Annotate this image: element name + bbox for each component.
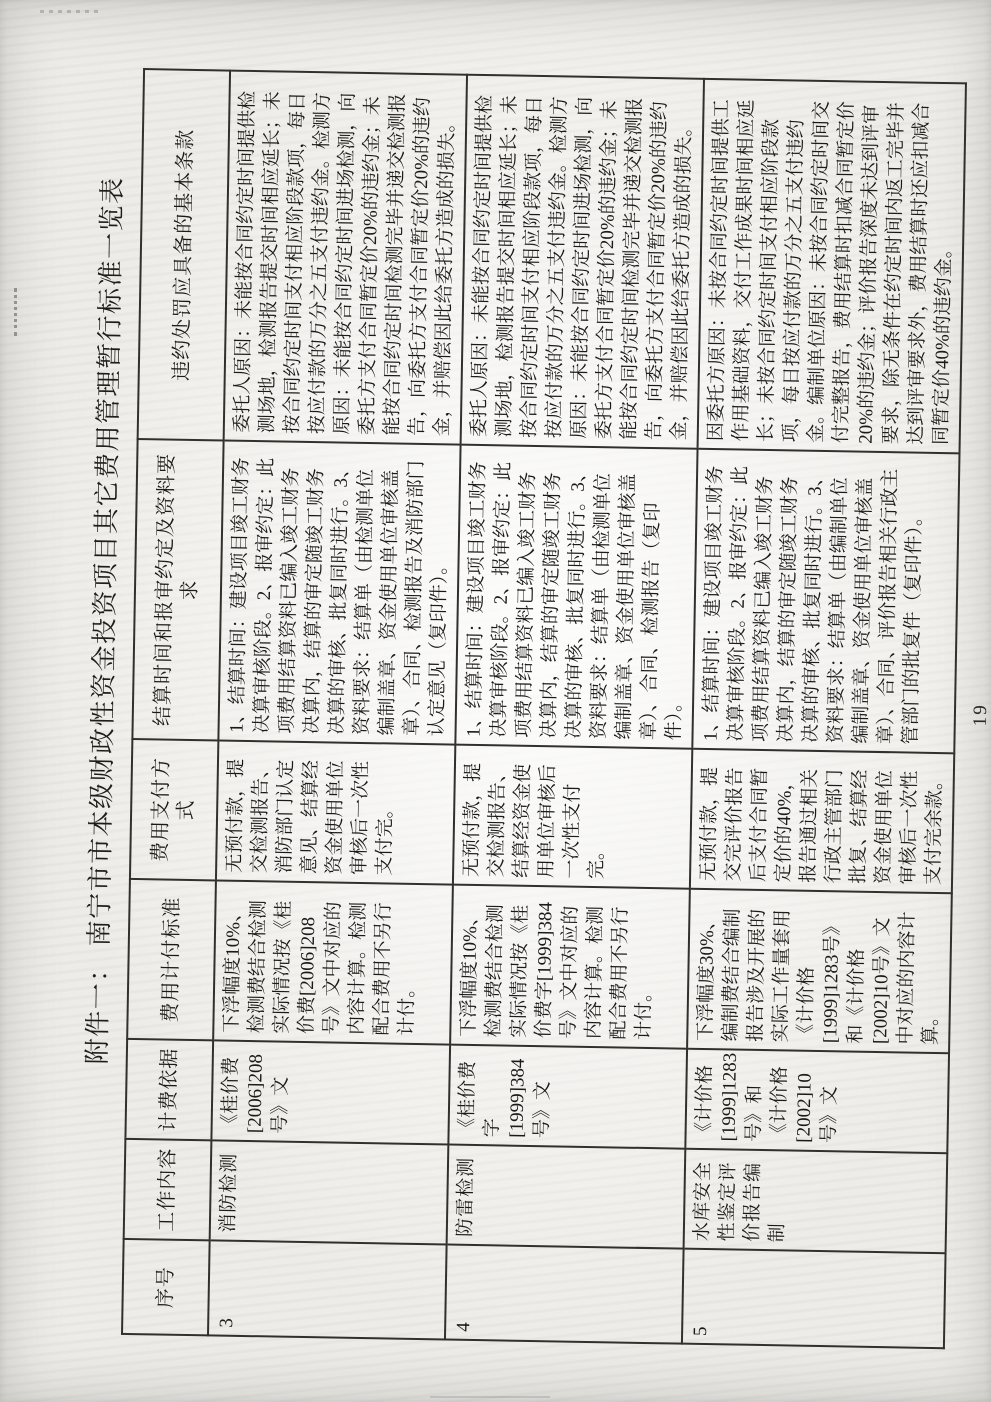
header-payment-method: 费用支付方式 [130, 739, 218, 880]
header-seq: 序号 [122, 1239, 210, 1335]
cell-seq: 5 [682, 1249, 946, 1349]
cell-settlement: 1、结算时间：建设项目竣工财务决算审核阶段。2、报审约定：此项费用结算资料已编入竣工财务决算内，结算的审定随竣工财务决算的审核、批复同时进行。3、资料要求：结算单（由检测单位编制盖章、资金使用单位审核盖章）、合同、检测报告及消防部门认定意见（复印件）。 [218, 441, 460, 745]
scan-noise-bottom [430, 1396, 550, 1398]
cell-penalty: 委托人原因：未能按合同约定时间提供检测场地，检测报告提交时间相应延长；未按合同约定时间支付相应阶段款项，每日按应付款的万分之五支付违约金。检测方原因：未能按合同约定时间进场检测，向委托方支付合同暂定价20%的违约金；未能按合同约定时间检测完毕并递交检测报告，向委托方支付合同暂定价20%的违约金，并赔偿因此给委托方造成的损失。 [461, 75, 704, 449]
cell-settlement: 1、结算时间：建设项目竣工财务决算审核阶段。2、报审约定：此项费用结算资料已编入竣工财务决算内，结算的审定随竣工财务决算的审核、批复同时进行。3、资料要求：结算单（由编制单位编制盖章、资金使用单位审核盖章）、合同、评价报告相关行政主管部门的批复件（复印件）。 [692, 449, 959, 754]
cell-work-content: 水库安全性鉴定评价报告编制 [684, 1149, 948, 1254]
cell-penalty: 因委托方原因：未按合同约定时间提供工作用基础资料，交付工作成果时间相应延长；未按合同约定时间支付相应阶段款项，每日按应付款的万分之五支付违约金。编制单位原因：未按合同约定时间交付完整报告，费用结算时扣减合同暂定价20%的违约金；评价报告深度未达到评审要求，除无条件在约定时间内返工完毕并达到评审要求外，费用结算时还应扣减合同暂定价40%的违约金。 [698, 79, 966, 454]
header-work-content: 工作内容 [124, 1139, 212, 1240]
cell-billing-basis: 《计价格[1999]1283号》和《计价格[2002]10号》文 [685, 1049, 949, 1154]
cell-billing-basis: 《桂价费[2006]208号》文 [211, 1040, 450, 1144]
header-billing-basis: 计费依据 [125, 1039, 213, 1140]
table-row-fire-inspection [208, 71, 467, 1340]
cell-seq: 4 [445, 1245, 684, 1344]
cell-fee-standard: 下浮幅度30%、编制费结合编制报告涉及开展的实际工作量套用《计价格[1999]1283号》和《计价格[2002]10号》文中对应的内容计算。 [687, 889, 952, 1054]
header-fee-standard: 费用计付标准 [127, 879, 216, 1040]
cell-payment-method: 无预付款，提交完评价报告后支付合同暂定价的40%，报告通过相关行政主管部门批复、结算经资金使用单位审核后一次性支付完余款。 [690, 749, 954, 894]
cell-penalty: 委托人原因：未能按合同约定时间提供检测场地，检测报告提交时间相应延长；未按合同约定时间支付相应阶段款项，每日按应付款的万分之五支付违约金。检测方原因：未能按合同约定时间进场检测，向委托方支付合同暂定价20%的违约金；未能按合同约定时间检测完毕并递交检测报告，向委托方支付合同暂定价20%的违约金，并赔偿因此给委托方造成的损失。 [224, 71, 467, 445]
scan-noise-dots [14, 288, 23, 336]
scan-noise-top [40, 10, 100, 13]
header-settlement: 结算时间和报审约定及资料要求 [132, 439, 223, 740]
cell-payment-method: 无预付款，提交检测报告、消防部门认定意见、结算经资金使用单位审核后一次性支付完。 [216, 740, 455, 884]
cell-seq: 3 [208, 1240, 447, 1339]
document-title: 附件一： 南宁市市本级财政性资金投资项目其它费用管理暂行标准一览表 [82, 176, 128, 1065]
cell-fee-standard: 下浮幅度10%、检测费结合检测实际情况按《桂价费字[1999]384号》文中对应的内容计算。检测配合费用不另行计付。 [450, 885, 690, 1049]
cell-billing-basis: 《桂价费字[1999]384号》文 [448, 1045, 687, 1149]
header-penalty: 违约处罚应具备的基本条款 [138, 69, 230, 440]
cell-payment-method: 无预付款，提交检测报告、结算经资金使用单位审核后一次性支付完。 [453, 745, 692, 889]
rotated-document-content [72, 64, 991, 1348]
page-number: 19 [969, 703, 991, 727]
table-row-reservoir-safety-report [682, 79, 966, 1348]
cell-fee-standard: 下浮幅度10%、检测费结合检测实际情况按《桂价费[2006]208号》文中对应的内容计算。检测配合费用不另行计付。 [213, 880, 453, 1044]
cell-work-content: 消防检测 [210, 1140, 449, 1244]
cell-work-content: 防雷检测 [447, 1145, 686, 1249]
table-row-lightning-inspection [445, 75, 704, 1344]
fee-standard-table [121, 68, 967, 1349]
cell-settlement: 1、结算时间：建设项目竣工财务决算审核阶段。2、报审约定：此项费用结算资料已编入竣工财务决算内，结算的审定随竣工财务决算的审核、批复同时进行。3、资料要求：结算单（由检测单位编制盖章、资金使用单位审核盖章）、合同、检测报告（复印件）。 [455, 445, 697, 749]
